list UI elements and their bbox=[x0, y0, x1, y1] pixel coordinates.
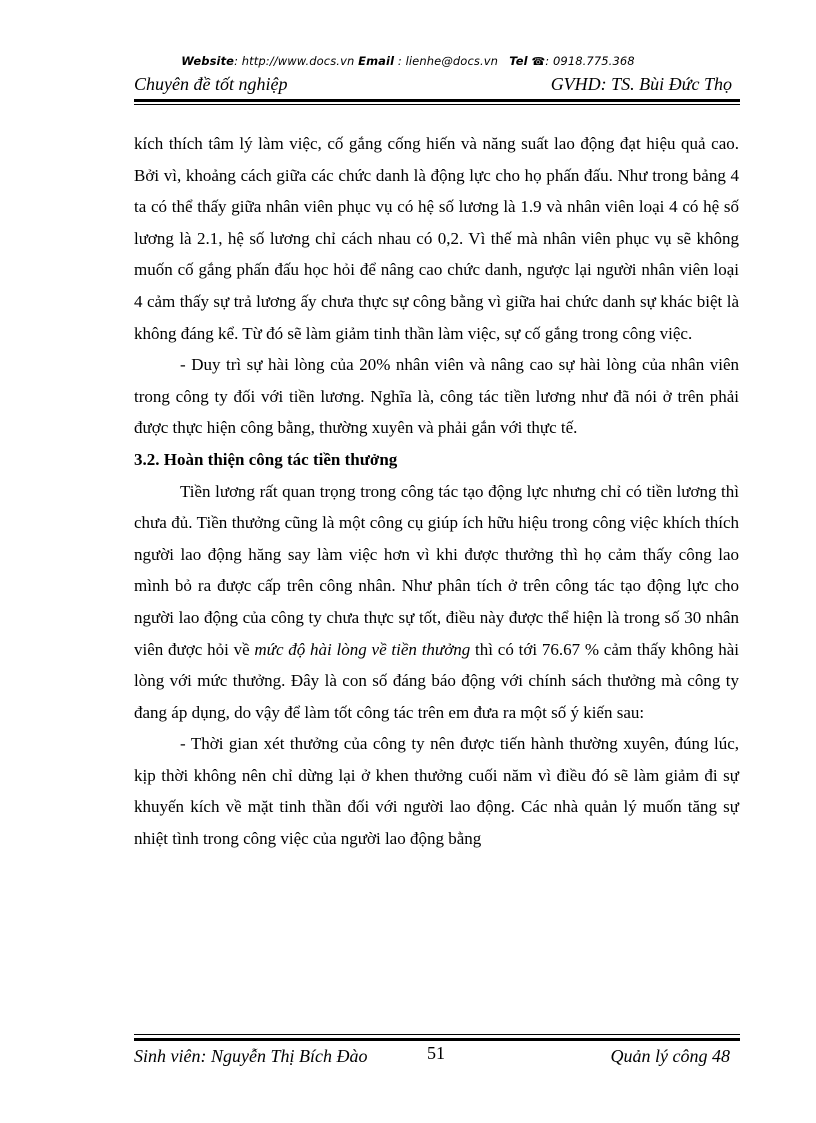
paragraph-1: kích thích tâm lý làm việc, cố gắng cống hiến và năng suất lao động đạt hiệu quả cao. Bởi vì, khoảng cách giữa các chức danh là động lực cho họ phấn đấu. Như trong bảng 4 ta có thể thấy giữa nhân viên phục vụ có hệ số lương là 1.9 và nhân viên loại 4 có hệ số lương là 2.1, hệ số lương chỉ cách nhau có 0,2. Vì thế mà nhân viên phục vụ sẽ không muốn cố gắng phấn đấu học hỏi để nâng cao chức danh, ngược lại người nhân viên loại 4 cảm thấy sự trả lương ấy chưa thực sự công bằng vì giữa hai chức danh sự khác biệt là không đáng kể. Từ đó sẽ làm giảm tinh thần làm việc, sự cố gắng trong công việc. bbox=[134, 134, 739, 343]
section-heading: 3.2. Hoàn thiện công tác tiền thưởng bbox=[134, 449, 398, 469]
footer-rule-thin bbox=[134, 1034, 740, 1035]
footer-student: Sinh viên: Nguyễn Thị Bích Đào bbox=[134, 1046, 368, 1066]
email-address: : lienhe@docs.vn bbox=[394, 54, 499, 68]
paragraph-4: - Thời gian xét thưởng của công ty nên được tiến hành thường xuyên, đúng lúc, kịp thời không nên chỉ dừng lại ở khen thưởng cuối năm vì điều đó sẽ làm giảm đi sự khuyến kích về mặt tinh thần đối với người lao động. Các nhà quản lý muốn tăng sự nhiệt tình trong công việc của người lao động bằng bbox=[134, 734, 739, 849]
footer-class: Quản lý công 48 bbox=[610, 1046, 730, 1066]
header-rule-thin bbox=[134, 104, 740, 105]
tel-number: : 0918.775.368 bbox=[545, 54, 635, 68]
email-label: Email bbox=[358, 54, 395, 68]
paragraph-3 bbox=[134, 476, 739, 729]
website-url: : http://www.docs.vn bbox=[234, 54, 355, 68]
paragraph-3-part-a: Tiền lương rất quan trọng trong công tác tạo động lực nhưng chỉ có tiền lương thì chưa đủ. Tiền thưởng cũng là một công cụ giúp ích hữu hiệu trong công việc khích thích người lao động hăng say làm việc hơn vì khi được thưởng thì họ cảm thấy công lao mình bỏ ra được cấp trên công nhân. Như phân tích ở trên công tác tạo động lực cho người lao động của công ty chưa thực sự tốt, điều này được thể hiện là trong số 30 nhân viên được hỏi về bbox=[134, 481, 739, 659]
paragraph-2: - Duy trì sự hài lòng của 20% nhân viên và nâng cao sự hài lòng của nhân viên trong công ty đối với tiền lương. Nghĩa là, công tác tiền lương như đã nói ở trên phải được thực hiện công bằng, thường xuyên và phải gắn với thực tế. bbox=[134, 355, 739, 438]
body-text bbox=[134, 128, 739, 855]
running-footer bbox=[134, 1043, 740, 1070]
footer-rule-thick bbox=[134, 1038, 740, 1041]
header-title: Chuyên đề tốt nghiệp bbox=[134, 74, 288, 94]
running-header bbox=[134, 72, 740, 98]
paragraph-3-italic: mức độ hài lòng về tiền thưởng bbox=[254, 639, 471, 659]
header-supervisor: GVHD: TS. Bùi Đức Thọ bbox=[550, 74, 732, 94]
tel-label: Tel bbox=[509, 54, 528, 68]
phone-icon: ☎ bbox=[531, 55, 546, 68]
website-label: Website bbox=[181, 54, 235, 68]
paragraph-3-part-b: thì có tới 76.67 % cảm thấy không hài lòng với mức thưởng. Đây là con số đáng báo động với chính sách thưởng mà công ty đang áp dụng, do vậy để làm tốt công tác trên em đưa ra một số ý kiến sau: bbox=[134, 639, 739, 722]
website-contact-line bbox=[0, 54, 816, 68]
page-number: 51 bbox=[427, 1043, 445, 1063]
header-rule-thick bbox=[134, 99, 740, 102]
